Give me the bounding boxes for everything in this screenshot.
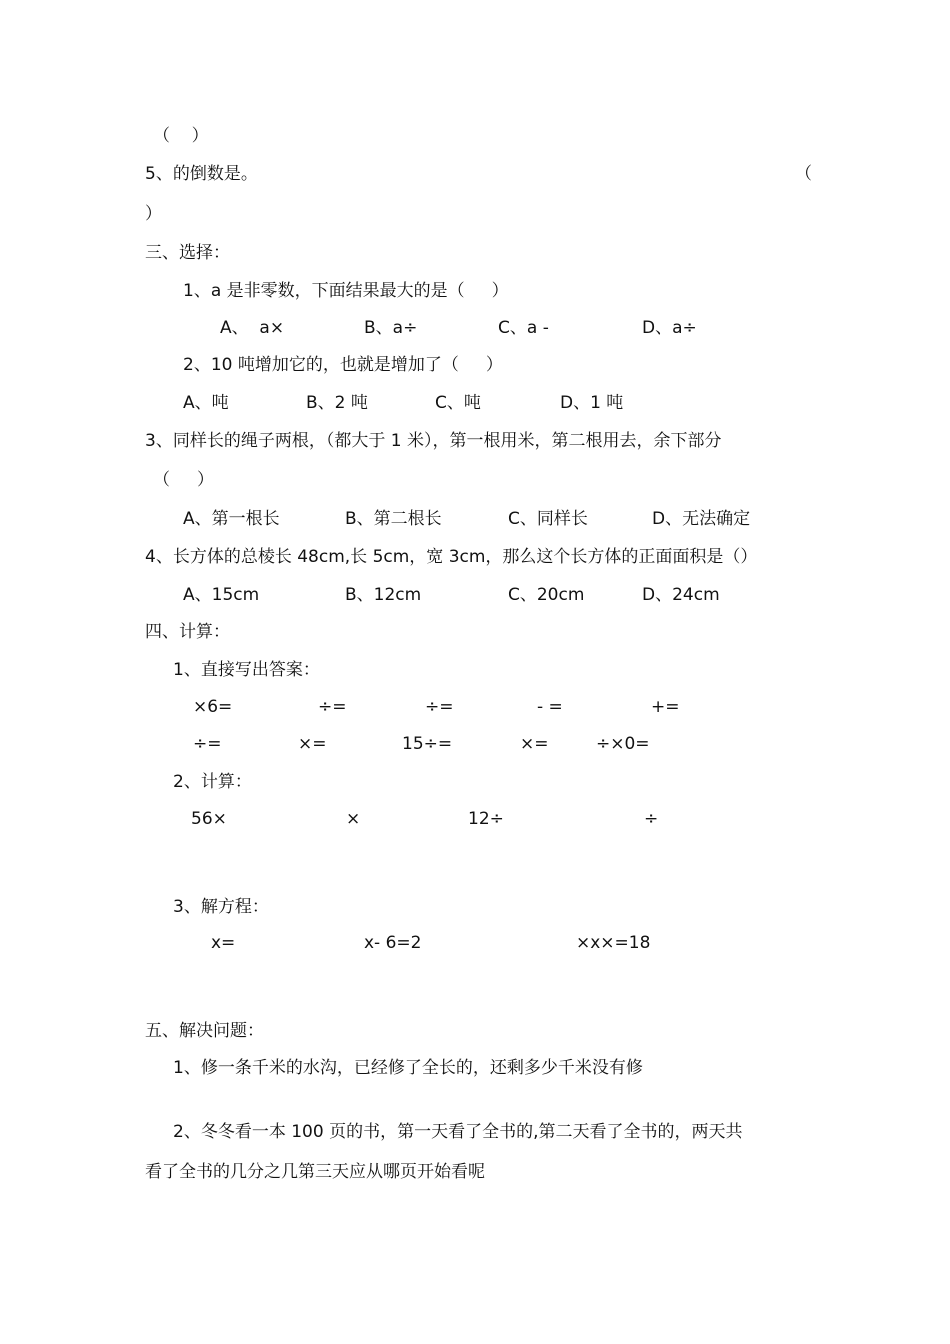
direct-answer-8: 15÷=: [402, 734, 453, 754]
choice-question-1: 1、a 是非零数，下面结果最大的是（ ）: [183, 281, 509, 301]
calc-item-3: 12÷: [468, 809, 504, 829]
section-5-heading: 五、解决问题：: [145, 1021, 264, 1041]
choice-4-option-b: B、12cm: [345, 585, 422, 605]
blank-parentheses: （ ）: [153, 126, 209, 146]
choice-1-option-c: C、a -: [498, 318, 549, 338]
calc-item-4: ÷: [644, 809, 659, 829]
section-3-heading: 三、选择：: [145, 243, 230, 263]
direct-answer-1: ×6=: [193, 697, 233, 717]
direct-answer-6: ÷=: [193, 734, 222, 754]
equation-1: x=: [211, 933, 236, 953]
problem-2-line-1: 2、冬冬看一本 100 页的书，第一天看了全书的,第二天看了全书的，两天共: [173, 1122, 743, 1142]
question-5: 5、的倒数是。: [145, 164, 258, 184]
choice-2-option-a: A、吨: [183, 393, 229, 413]
choice-4-option-a: A、15cm: [183, 585, 260, 605]
choice-4-option-d: D、24cm: [642, 585, 720, 605]
choice-1-option-b: B、a÷: [364, 318, 418, 338]
choice-question-4: 4、长方体的总棱长 48cm,长 5cm，宽 3cm，那么这个长方体的正面面积是（）: [145, 547, 758, 567]
direct-answer-9: ×=: [520, 734, 549, 754]
choice-3-parentheses: （ ）: [153, 470, 215, 490]
choice-3-option-b: B、第二根长: [345, 509, 442, 529]
direct-answer-10: ÷×0=: [596, 734, 650, 754]
choice-question-3: 3、同样长的绳子两根，（都大于 1 米），第一根用米，第二根用去，余下部分: [145, 431, 722, 451]
direct-answer-2: ÷=: [318, 697, 347, 717]
question-5-open-paren: （: [795, 164, 812, 184]
choice-2-option-b: B、2 吨: [306, 393, 368, 413]
calc-part-1-heading: 1、直接写出答案：: [173, 660, 320, 680]
equation-heading: 3、解方程：: [173, 897, 269, 917]
problem-2-line-2: 看了全书的几分之几第三天应从哪页开始看呢: [145, 1162, 485, 1182]
direct-answer-7: ×=: [298, 734, 327, 754]
direct-answer-3: ÷=: [425, 697, 454, 717]
question-5-close-paren: ）: [145, 204, 162, 224]
choice-4-option-c: C、20cm: [508, 585, 585, 605]
choice-2-option-c: C、吨: [435, 393, 481, 413]
choice-3-option-d: D、无法确定: [652, 509, 751, 529]
calc-item-2: ×: [346, 809, 361, 829]
calc-part-2-heading: 2、计算：: [173, 772, 252, 792]
direct-answer-5: +=: [651, 697, 680, 717]
equation-3: ×x×=18: [576, 933, 651, 953]
section-4-heading: 四、计算：: [145, 622, 230, 642]
direct-answer-4: - =: [537, 697, 563, 717]
choice-1-option-a: A、 a×: [220, 318, 285, 338]
choice-3-option-a: A、第一根长: [183, 509, 280, 529]
calc-item-1: 56×: [191, 809, 227, 829]
choice-3-option-c: C、同样长: [508, 509, 588, 529]
equation-2: x- 6=2: [364, 933, 422, 953]
choice-1-option-d: D、a÷: [642, 318, 697, 338]
problem-1: 1、修一条千米的水沟，已经修了全长的，还剩多少千米没有修: [173, 1058, 643, 1078]
choice-2-option-d: D、1 吨: [560, 393, 624, 413]
choice-question-2: 2、10 吨增加它的，也就是增加了（ ）: [183, 355, 503, 375]
